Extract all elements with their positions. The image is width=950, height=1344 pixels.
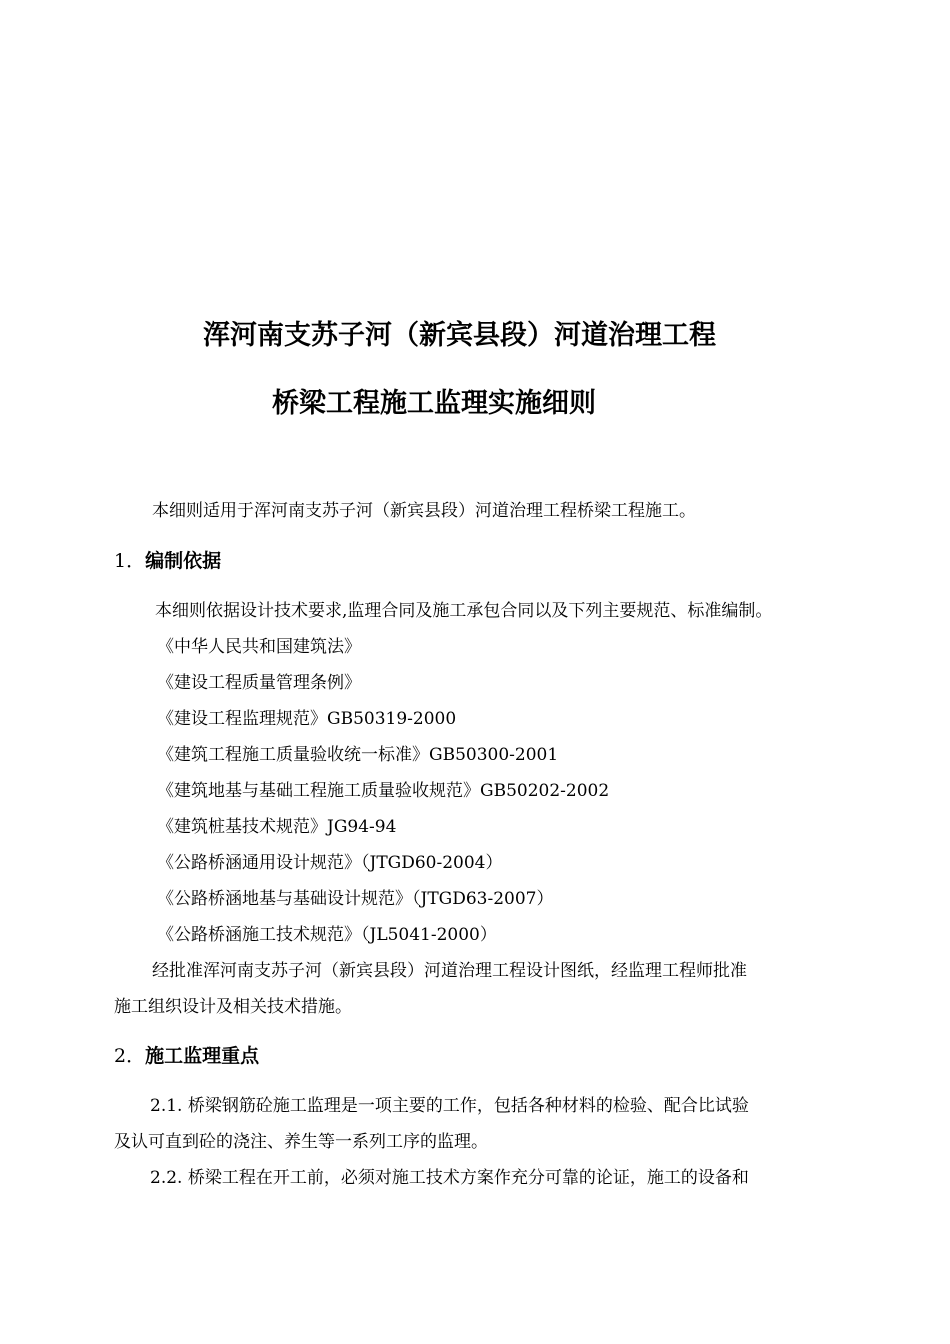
reference-item: 《公路桥涵地基与基础设计规范》（JTGD63-2007） [157, 889, 554, 909]
section1-title: 编制依据 [145, 550, 222, 572]
section2-item2-line1: 2.2. 桥梁工程在开工前，必须对施工技术方案作充分可靠的论证，施工的设备和 [150, 1168, 749, 1188]
section1-closing-line1: 经批准浑河南支苏子河（新宾县段）河道治理工程设计图纸，经监理工程师批准 [152, 961, 747, 981]
reference-item: 《中华人民共和国建筑法》 [157, 637, 361, 657]
section2-title: 施工监理重点 [145, 1045, 260, 1067]
reference-item: 《建设工程质量管理条例》 [157, 673, 361, 693]
reference-item: 《建筑地基与基础工程施工质量验收规范》GB50202-2002 [157, 781, 610, 801]
intro-paragraph: 本细则适用于浑河南支苏子河（新宾县段）河道治理工程桥梁工程施工。 [152, 501, 696, 521]
reference-item: 《建设工程监理规范》GB50319-2000 [157, 709, 457, 729]
section1-closing-line2: 施工组织设计及相关技术措施。 [114, 997, 352, 1017]
document-title-line2: 桥梁工程施工监理实施细则 [272, 388, 596, 419]
document-title-line1: 浑河南支苏子河（新宾县段）河道治理工程 [203, 320, 716, 351]
reference-item: 《建筑工程施工质量验收统一标准》GB50300-2001 [157, 745, 559, 765]
section1-lead: 本细则依据设计技术要求,监理合同及施工承包合同以及下列主要规范、标准编制。 [155, 601, 773, 621]
section1-heading [114, 548, 221, 574]
section2-item1-line2: 及认可直到砼的浇注、养生等一系列工序的监理。 [114, 1132, 488, 1152]
section2-item1-line1: 2.1. 桥梁钢筋砼施工监理是一项主要的工作，包括各种材料的检验、配合比试验 [150, 1096, 749, 1116]
section2-heading [114, 1043, 259, 1069]
section1-number: 1． [114, 550, 146, 572]
reference-item: 《公路桥涵通用设计规范》（JTGD60-2004） [157, 853, 503, 873]
reference-item: 《建筑桩基技术规范》JG94-94 [157, 817, 397, 837]
reference-item: 《公路桥涵施工技术规范》（JL5041-2000） [157, 925, 497, 945]
section2-number: 2． [114, 1045, 146, 1067]
